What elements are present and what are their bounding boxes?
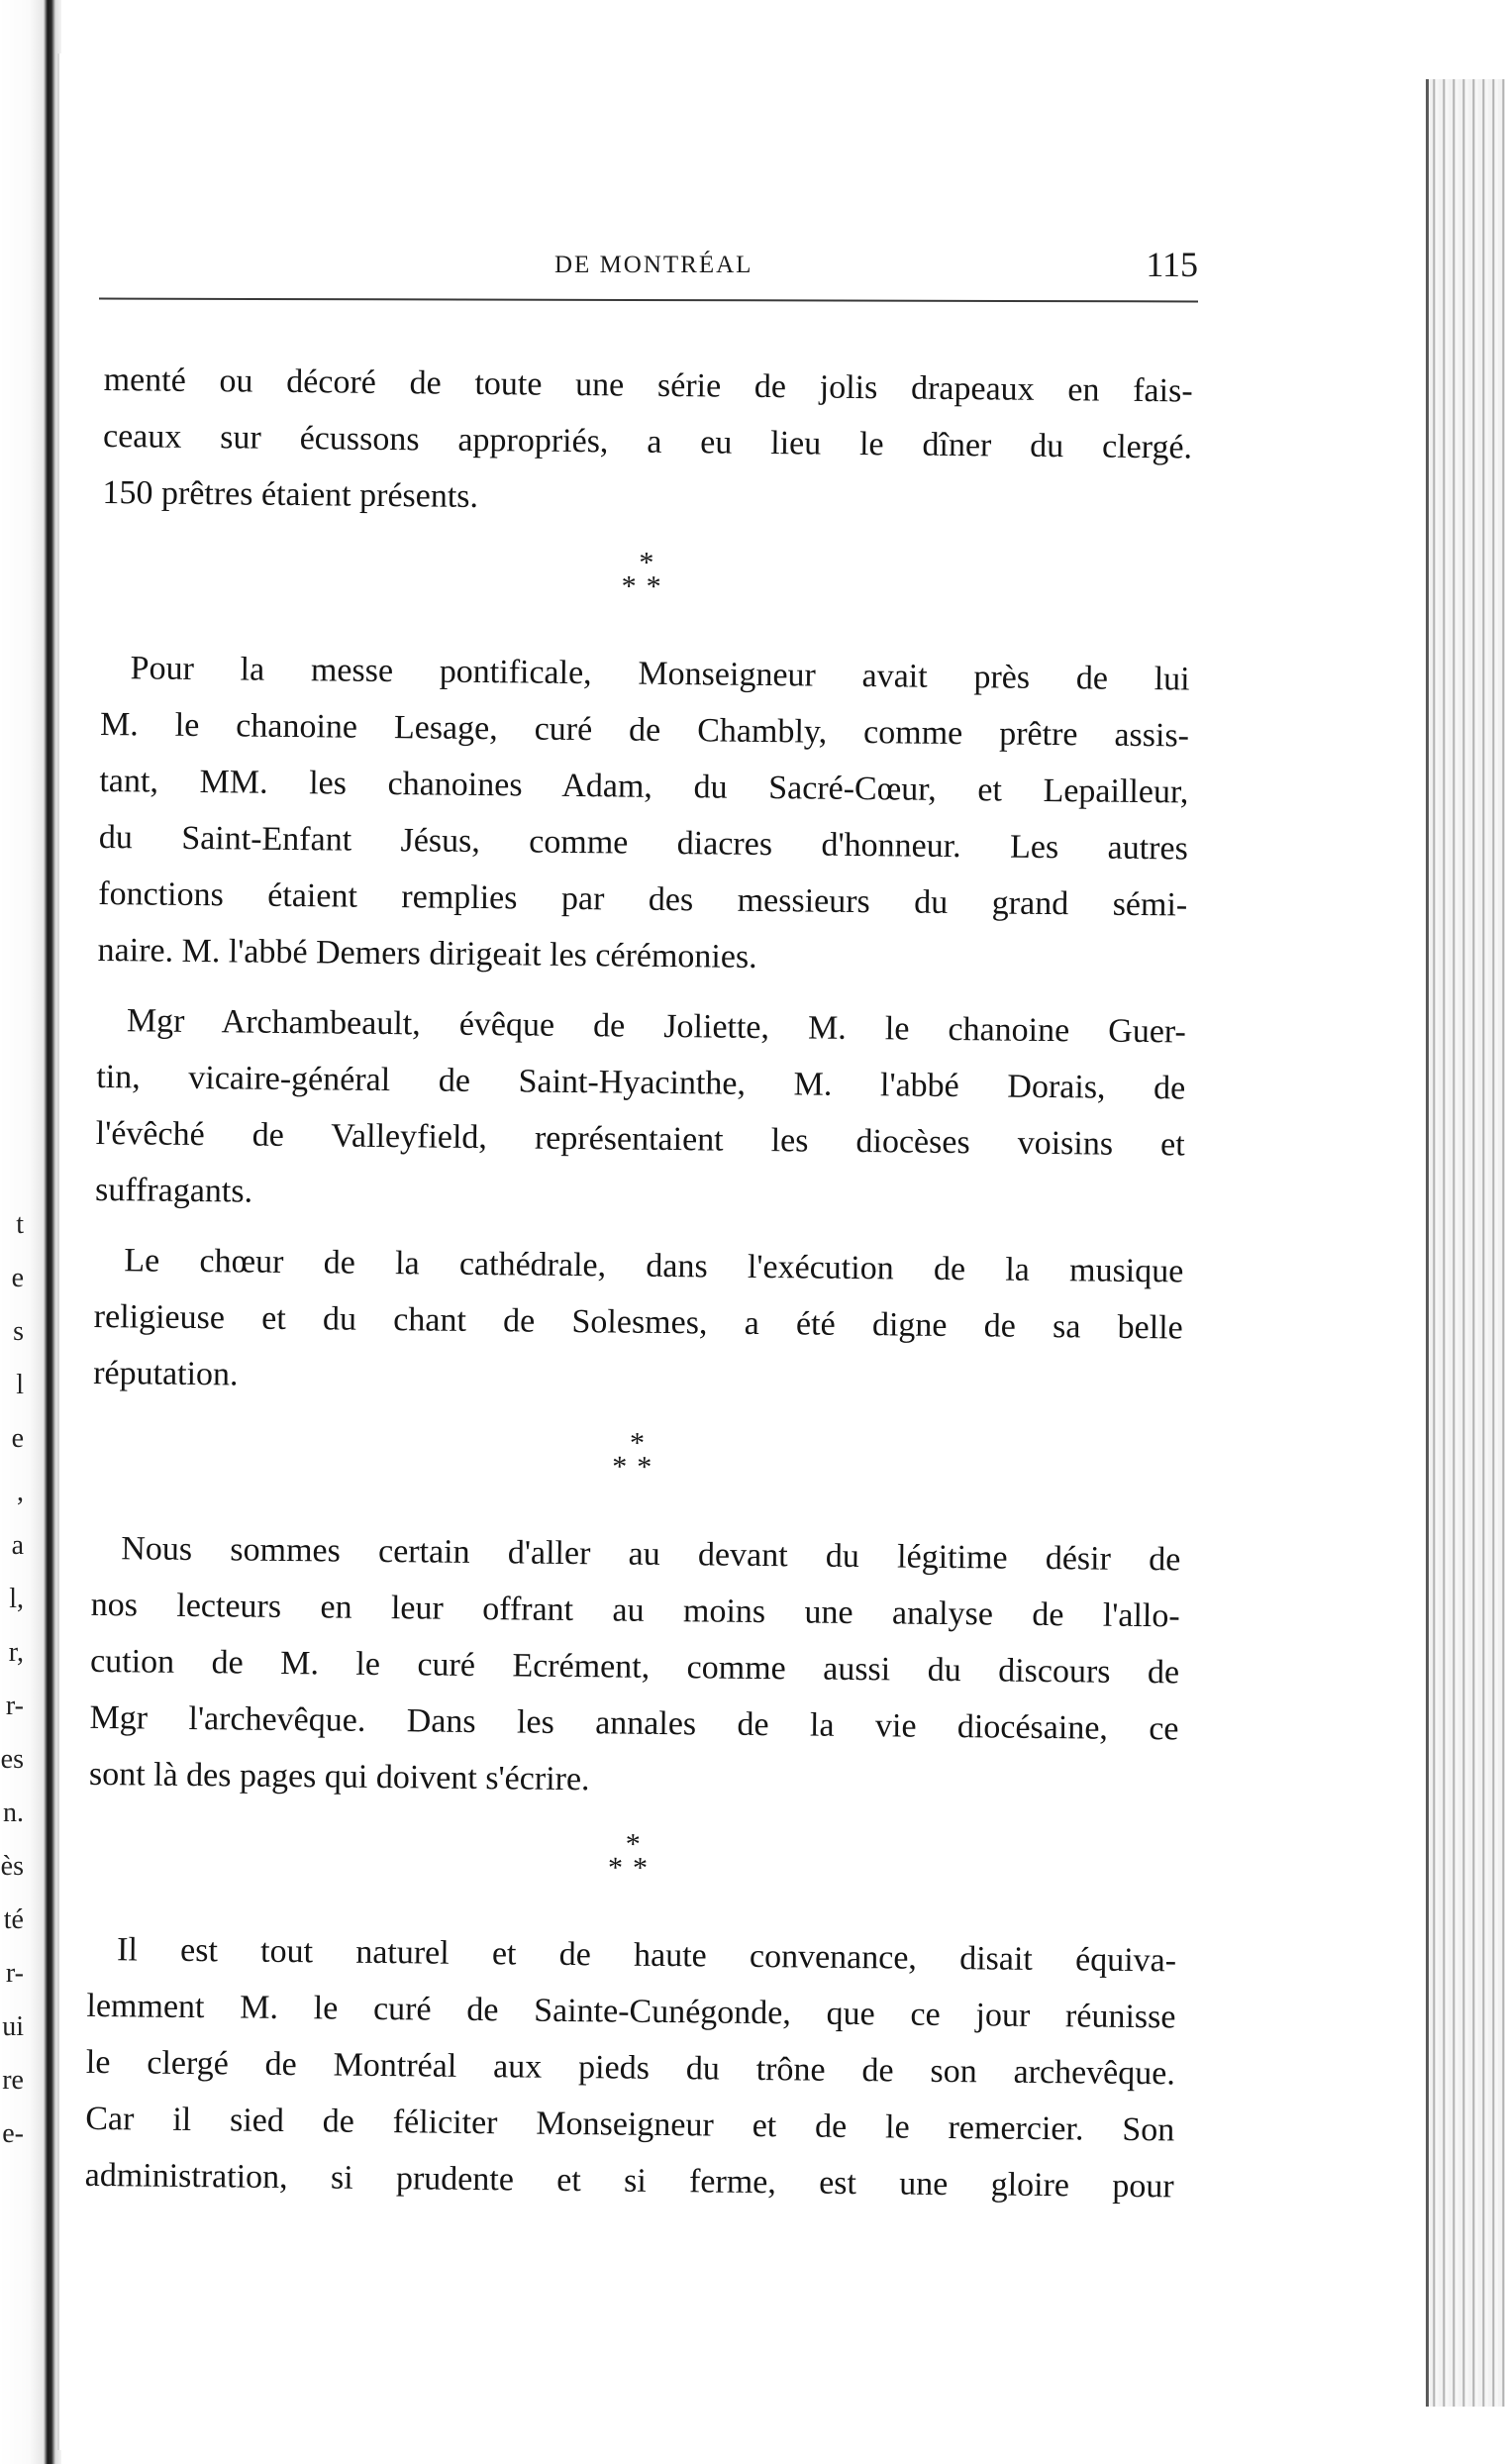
text-line: fonctions étaient remplies par des messieurs du grand sémi- [98,874,1188,924]
running-title: DE MONTRÉAL [554,252,753,278]
text-line: tant, MM. les chanoines Adam, du Sacré-Cœur, et Lepailleur, [99,762,1189,811]
text-line: sont là des pages qui doivent s'écrire. [88,1755,590,1798]
asterism-star: * [629,1426,646,1460]
fragment: r- [5,1958,24,1989]
fragment: r, [8,1637,24,1668]
text-line: Mgr Archambeault, évêque de Joliette, M. le chanoine Guer- [126,1002,1187,1051]
fragment: ui [2,2011,24,2042]
asterism-3 [88,1818,1178,1899]
fragment: a [11,1530,24,1561]
left-page-text-fragments [0,1198,24,2161]
text-line: Nous sommes certain d'aller au devant du légitime désir de [121,1530,1181,1579]
text-line: tin, vicaire-général de Saint-Hyacinthe, M. l'abbé Dorais, de [96,1058,1186,1107]
text-line: lemment M. le curé de Sainte-Cunégonde, que ce jour réunisse [86,1987,1176,2036]
fragment: re [2,2065,24,2096]
text-line: Il est tout naturel et de haute convenance, disait équiva- [116,1931,1177,1980]
text-line: religieuse et du chant de Solesmes, a été digne de sa belle [93,1297,1183,1347]
fragment: e [11,1423,24,1454]
fragment: n. [3,1797,24,1828]
text-line: Le chœur de la cathédrale, dans l'exécution de la musique [124,1242,1184,1290]
text-line: ceaux sur écussons appropriés, a eu lieu le dîner du clergé. [102,417,1193,466]
asterism-stars: ** [621,569,671,604]
fragment: , [17,1477,24,1507]
fragment: e [11,1263,24,1293]
fragment: s [13,1316,24,1347]
text-line: Mgr l'archevêque. Dans les annales de la vie diocésaine, ce [89,1698,1179,1748]
text-line: Pour la messe pontificale, Monseigneur avait près de lui [130,650,1190,698]
text-line: naire. M. l'abbé Demers dirigeait les cérémonies. [97,931,757,975]
paragraph-3 [95,992,1186,1230]
fragment: l [16,1370,24,1400]
right-page-edges [1426,79,1505,2407]
asterism-1 [101,537,1191,618]
body-text [84,352,1193,2214]
fragment: e- [2,2118,24,2149]
paragraph-2 [97,640,1190,990]
fragment: r- [5,1691,24,1721]
fragment: t [16,1209,24,1240]
text-line: réputation. [93,1354,239,1393]
text-line: du Saint-Enfant Jésus, comme diacres d'honneur. Les autres [98,818,1188,868]
text-line: nos lecteurs en leur offrant au moins une analyse de l'allo- [90,1586,1180,1635]
asterism-stars: ** [607,1851,658,1885]
text-line: Car il sied de féliciter Monseigneur et de le remercier. Son [85,2100,1175,2149]
text-line: menté ou décoré de toute une série de jolis drapeaux en fais- [103,360,1193,410]
fragment: es [0,1744,24,1775]
asterism-2 [92,1417,1182,1498]
asterism-star: * [639,546,654,579]
paragraph-5 [89,1520,1181,1814]
paragraph-1 [102,352,1193,533]
paragraph-6 [84,1921,1176,2215]
asterism-stars: ** [612,1450,662,1484]
text-line: administration, si prudente et si ferme, est une gloire pour [84,2156,1174,2206]
fragment: ès [0,1851,24,1882]
fragment: l, [9,1584,24,1614]
text-line: l'évêché de Valleyfield, représentaient les diocèses voisins et [95,1114,1185,1164]
text-line: le clergé de Montréal aux pieds du trône de son archevêque. [85,2043,1176,2093]
page-header [99,228,1198,287]
text-line: cution de M. le curé Ecrément, comme aussi du discours de [89,1642,1180,1692]
page-number: 115 [1146,245,1198,284]
text-line: M. le chanoine Lesage, curé de Chambly, comme prêtre assis- [99,705,1190,755]
paragraph-4 [93,1232,1184,1413]
fragment: té [3,1904,24,1935]
text-line: 150 prêtres étaient présents. [102,473,479,515]
text-line: suffragants. [94,1171,253,1210]
asterism-star: * [625,1827,641,1861]
